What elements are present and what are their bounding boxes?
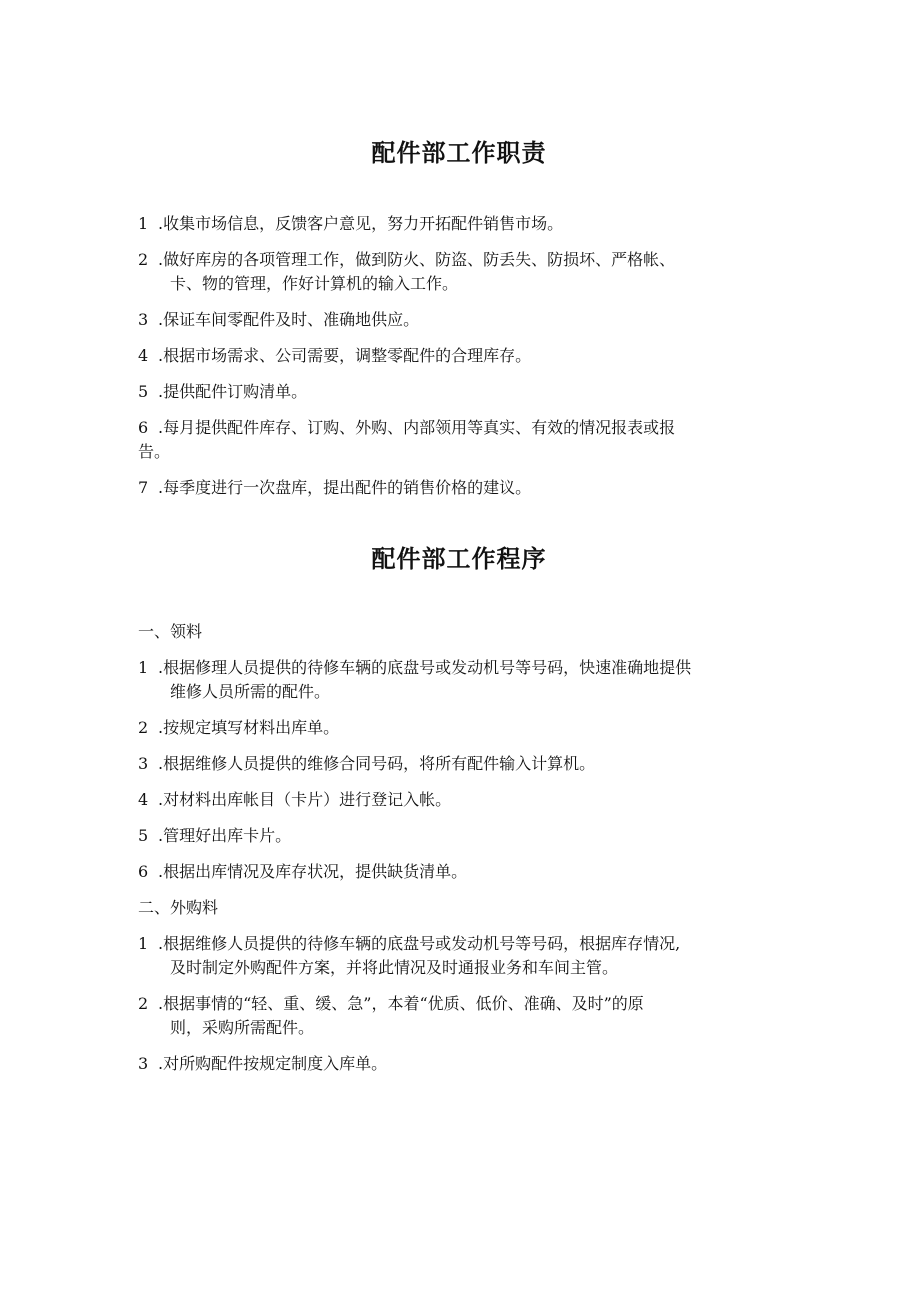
item-text: .对所购配件按规定制度入库单。 (158, 1054, 388, 1073)
requisition-item-6 (138, 860, 780, 884)
title-procedure: 配件部工作程序 (371, 545, 547, 573)
item-text: .做好库房的各项管理工作，做到防火、防盗、防丢失、防损坏、严格帐、 (158, 250, 676, 269)
item-number: 2 (138, 994, 149, 1013)
item-text: .管理好出库卡片。 (158, 826, 292, 845)
purchase-item-3 (138, 1052, 780, 1076)
item-number: 2 (138, 250, 149, 269)
item-text: .对材料出库帐目（卡片）进行登记入帐。 (158, 790, 452, 809)
item-text: .根据事情的“轻、重、缓、急”，本着“优质、低价、准确、及时”的原 (158, 994, 644, 1013)
section-head-requisition: 一、领料 (138, 622, 203, 641)
item-text: .提供配件订购清单。 (158, 382, 308, 401)
item-text: .根据维修人员提供的待修车辆的底盘号或发动机号等号码，根据库存情况, (158, 934, 681, 953)
requisition-list (138, 656, 780, 884)
item-number: 5 (138, 382, 149, 401)
duty-item-6 (138, 416, 780, 464)
item-number: 1 (138, 934, 149, 953)
item-number: 7 (138, 478, 149, 497)
item-text: .根据修理人员提供的待修车辆的底盘号或发动机号等号码，快速准确地提供 (158, 658, 692, 677)
item-text: .根据市场需求、公司需要，调整零配件的合理库存。 (158, 346, 532, 365)
item-text: .按规定填写材料出库单。 (158, 718, 340, 737)
item-text: .每月提供配件库存、订购、外购、内部领用等真实、有效的情况报表或报 (158, 418, 676, 437)
duty-item-1 (138, 212, 780, 236)
item-text-continued: 维修人员所需的配件。 (170, 682, 331, 701)
duty-item-5 (138, 380, 780, 404)
item-number: 5 (138, 826, 149, 845)
item-text: .根据出库情况及库存状况，提供缺货清单。 (158, 862, 468, 881)
purchase-item-1 (138, 932, 780, 980)
duties-list (138, 212, 780, 500)
item-number: 3 (138, 310, 149, 329)
item-number: 4 (138, 346, 149, 365)
item-number: 3 (138, 754, 149, 773)
purchase-item-2 (138, 992, 780, 1040)
item-text-continued: 卡、物的管理，作好计算机的输入工作。 (170, 274, 459, 293)
item-text: .根据维修人员提供的维修合同号码，将所有配件输入计算机。 (158, 754, 596, 773)
item-number: 2 (138, 718, 149, 737)
item-number: 3 (138, 1054, 149, 1073)
requisition-item-1 (138, 656, 780, 704)
item-number: 6 (138, 418, 149, 437)
title-duties: 配件部工作职责 (371, 139, 547, 167)
requisition-item-5 (138, 824, 780, 848)
item-number: 4 (138, 790, 149, 809)
item-text-continued: 及时制定外购配件方案，并将此情况及时通报业务和车间主管。 (170, 958, 619, 977)
item-text: .收集市场信息，反馈客户意见，努力开拓配件销售市场。 (158, 214, 564, 233)
item-number: 1 (138, 214, 149, 233)
requisition-item-2 (138, 716, 780, 740)
duty-item-4 (138, 344, 780, 368)
purchase-list (138, 932, 780, 1076)
item-number: 1 (138, 658, 149, 677)
item-text-continued: 则，采购所需配件。 (170, 1018, 315, 1037)
section-head-purchase: 二、外购料 (138, 898, 219, 917)
item-text: .每季度进行一次盘库，提出配件的销售价格的建议。 (158, 478, 532, 497)
duty-item-7 (138, 476, 780, 500)
item-text: .保证车间零配件及时、准确地供应。 (158, 310, 420, 329)
item-text-continued: 告。 (138, 442, 171, 461)
item-number: 6 (138, 862, 149, 881)
requisition-item-4 (138, 788, 780, 812)
duty-item-2 (138, 248, 780, 296)
duty-item-3 (138, 308, 780, 332)
requisition-item-3 (138, 752, 780, 776)
